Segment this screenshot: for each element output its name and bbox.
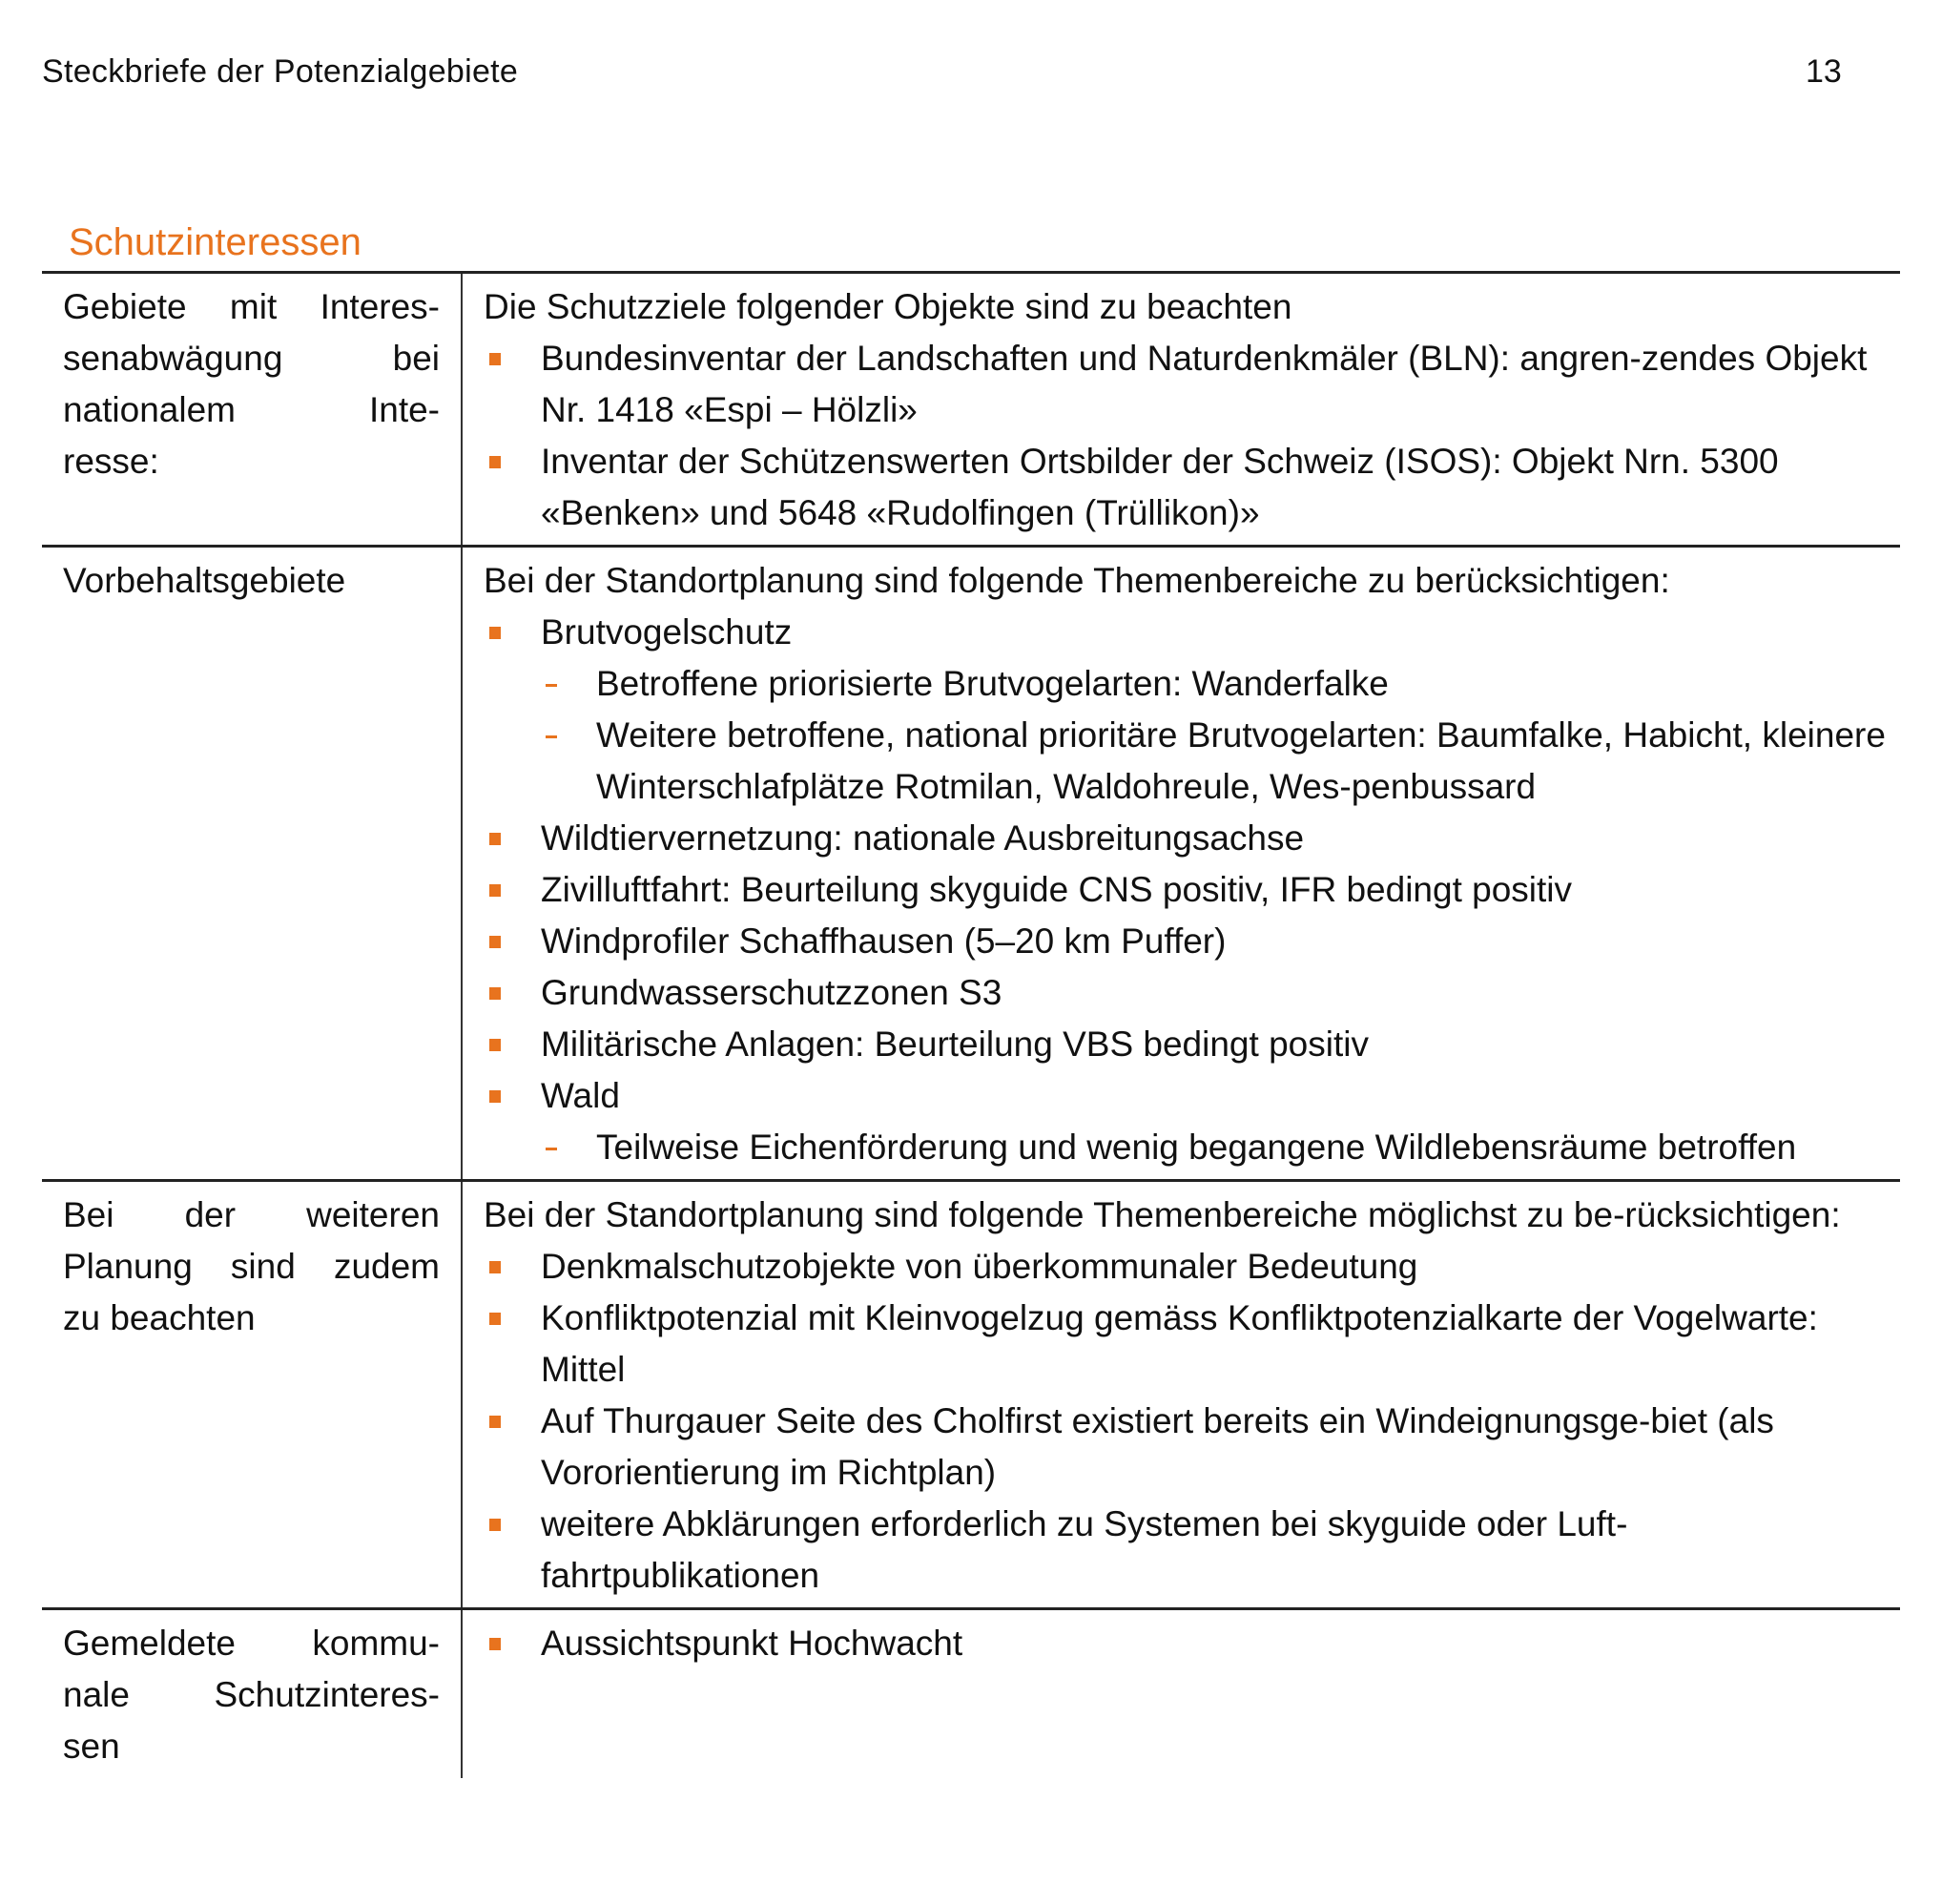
- row-label: [42, 274, 463, 545]
- row-intro-text: Bei der Standortplanung sind folgende Themenbereiche möglichst zu be-rücksichtigen:: [484, 1195, 1841, 1234]
- row-label-line: senabwägung bei: [63, 339, 440, 378]
- table-row: [42, 1179, 1900, 1607]
- row-label-line: zu beachten: [63, 1298, 256, 1337]
- row-label-line: Bei der weiteren: [63, 1195, 440, 1234]
- sub-bullet-item: Betroffene priorisierte Brutvogelarten: Wanderfalke: [484, 658, 1890, 710]
- row-intro-text: Die Schutzziele folgender Objekte sind zu beachten: [484, 287, 1292, 326]
- row-label: [42, 1182, 463, 1607]
- bullet-item: Wildtiervernetzung: nationale Ausbreitungsachse: [484, 813, 1890, 864]
- bullet-item: Auf Thurgauer Seite des Cholfirst existiert bereits ein Windeignungsge-biet (als Vororientierung im Richtplan): [484, 1396, 1890, 1499]
- bullet-item: Wald: [484, 1070, 1890, 1122]
- row-label-line: resse:: [63, 442, 159, 481]
- row-label-line: nationalem Inte-: [63, 390, 440, 429]
- row-content: [463, 1610, 1900, 1778]
- bullet-item: Denkmalschutzobjekte von überkommunaler Bedeutung: [484, 1241, 1890, 1293]
- table-row: [42, 271, 1900, 545]
- row-label: [42, 1610, 463, 1778]
- bullet-item: Brutvogelschutz: [484, 607, 1890, 658]
- section-title: Schutzinteressen: [69, 221, 362, 263]
- bullet-item: Inventar der Schützenswerten Ortsbilder der Schweiz (ISOS): Objekt Nrn. 5300 «Benken» und 5648 «Rudolfingen (Trüllikon)»: [484, 436, 1890, 539]
- row-label-line: nale Schutzinteres-: [63, 1675, 440, 1714]
- row-label-line: Vorbehaltsgebiete: [63, 561, 346, 600]
- protection-interests-table: [42, 271, 1900, 1778]
- row-label: [42, 548, 463, 1179]
- bullet-item: Grundwasserschutzzonen S3: [484, 967, 1890, 1019]
- sub-bullet-item: Teilweise Eichenförderung und wenig begangene Wildlebensräume betroffen: [484, 1122, 1890, 1173]
- table-row: [42, 545, 1900, 1179]
- row-label-line: sen: [63, 1727, 120, 1766]
- row-content: [463, 274, 1900, 545]
- bullet-item: Militärische Anlagen: Beurteilung VBS bedingt positiv: [484, 1019, 1890, 1070]
- row-content: [463, 1182, 1900, 1607]
- bullet-item: weitere Abklärungen erforderlich zu Systemen bei skyguide oder Luft-fahrtpublikationen: [484, 1499, 1890, 1602]
- row-label-line: Gemeldete kommu-: [63, 1624, 440, 1663]
- bullet-item: Windprofiler Schaffhausen (5–20 km Puffer): [484, 916, 1890, 967]
- row-label-line: Planung sind zudem: [63, 1247, 440, 1286]
- table-row: [42, 1607, 1900, 1778]
- page-number: 13: [1806, 53, 1842, 90]
- sub-bullet-item: Weitere betroffene, national prioritäre Brutvogelarten: Baumfalke, Habicht, kleinere Winterschlafplätze Rotmilan, Waldohreule, Wes-penbussard: [484, 710, 1890, 813]
- bullet-item: Zivilluftfahrt: Beurteilung skyguide CNS positiv, IFR bedingt positiv: [484, 864, 1890, 916]
- row-content: [463, 548, 1900, 1179]
- bullet-item: Bundesinventar der Landschaften und Naturdenkmäler (BLN): angren-zendes Objekt Nr. 1418 «Espi – Hölzli»: [484, 333, 1890, 436]
- running-header-title: Steckbriefe der Potenzialgebiete: [42, 53, 519, 90]
- bullet-item: Aussichtspunkt Hochwacht: [484, 1618, 1890, 1669]
- row-label-line: Gebiete mit Interes-: [63, 287, 440, 326]
- bullet-item: Konfliktpotenzial mit Kleinvogelzug gemäss Konfliktpotenzialkarte der Vogelwarte: Mittel: [484, 1293, 1890, 1396]
- row-intro-text: Bei der Standortplanung sind folgende Themenbereiche zu berücksichtigen:: [484, 561, 1670, 600]
